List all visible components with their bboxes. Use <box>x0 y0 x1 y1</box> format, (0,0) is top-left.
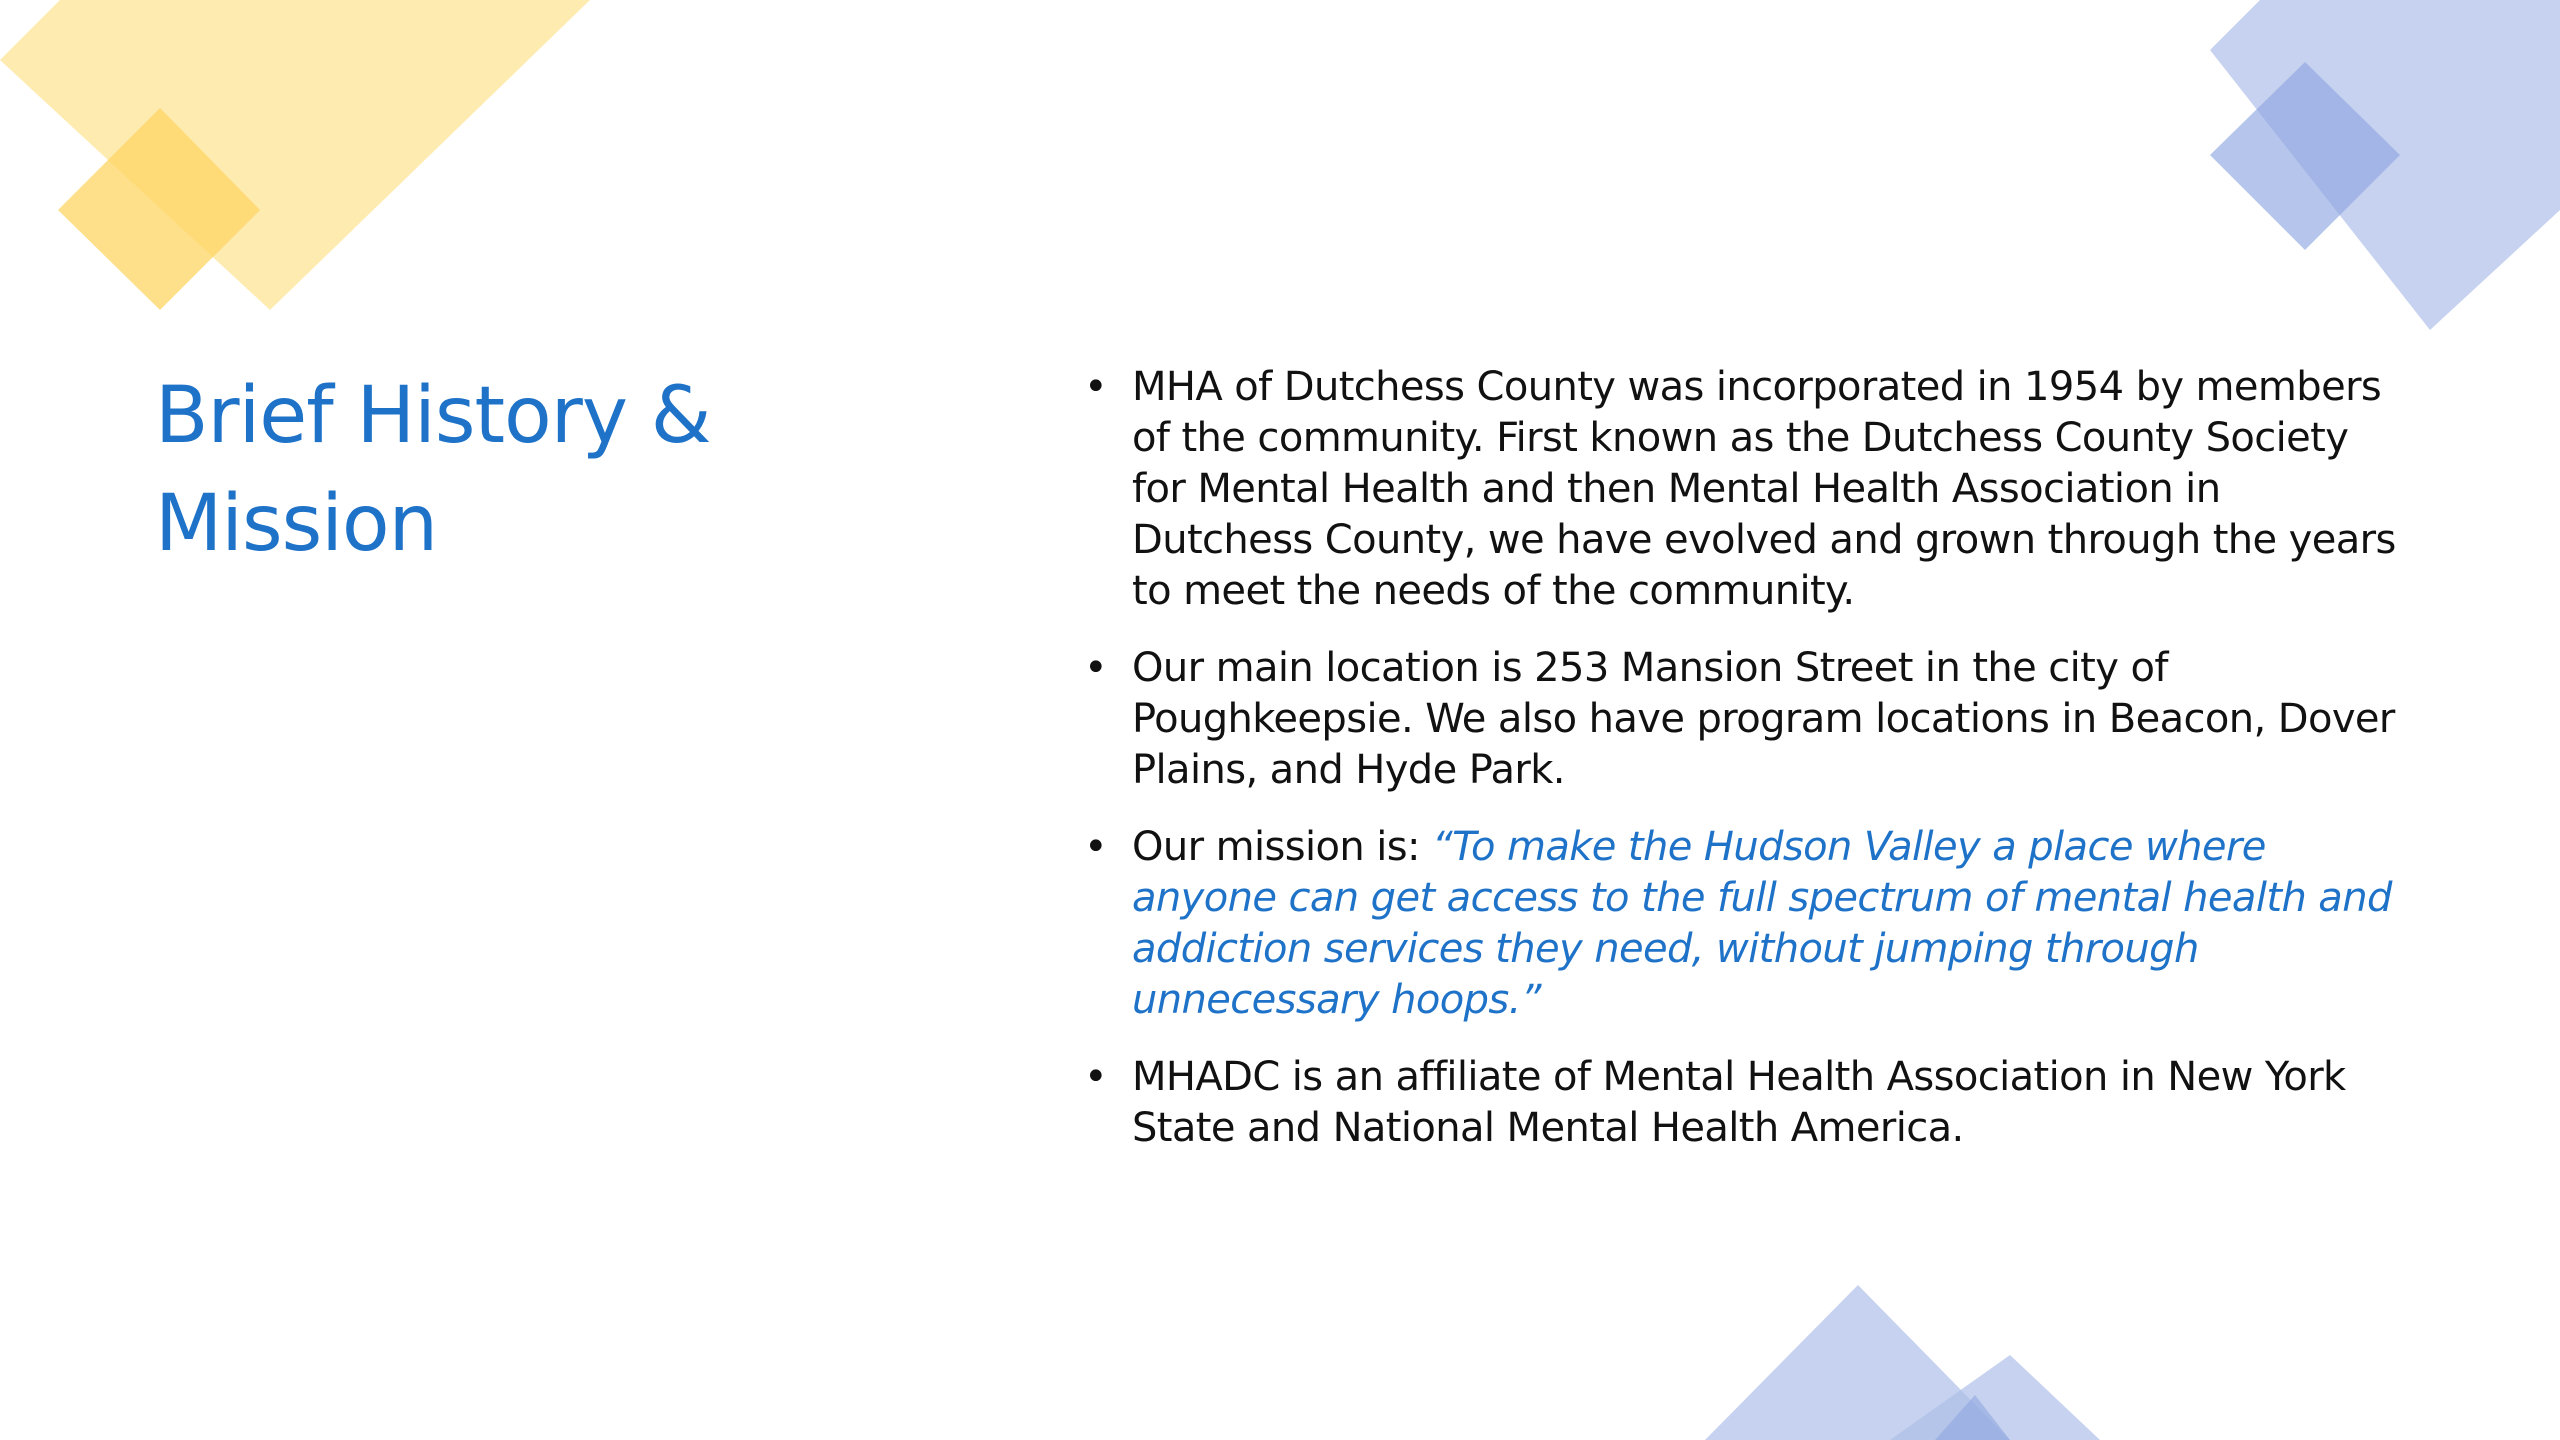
bullet-location-text: Our main location is 253 Mansion Street in the city of Poughkeepsie. We also have program locations in Beacon, Dover Plains, and Hyde Park. <box>1132 645 2395 793</box>
bullet-dot: • <box>1084 645 1107 691</box>
yellow-diamond-large <box>0 0 590 310</box>
slide-title-line-1: Brief History & <box>155 371 711 461</box>
slide-title <box>155 362 955 578</box>
bullet-location <box>1072 643 2412 796</box>
bullet-mission-prefix: Our mission is: <box>1132 824 1432 870</box>
mission-quote: “To make the Hudson Valley a place where anyone can get access to the full spectrum of mental health and addiction services they need, without jumping through unnecessary hoops.” <box>1132 824 2392 1023</box>
bullet-dot: • <box>1084 824 1107 870</box>
bullet-dot: • <box>1084 1054 1107 1100</box>
bullet-affiliate <box>1072 1052 2412 1154</box>
bullet-history-text: MHA of Dutchess County was incorporated in 1954 by members of the community. First known as the Dutchess County Society for Mental Health and then Mental Health Association in Dutchess County, we have evolved and grown through the years to meet the needs of the community. <box>1132 364 2396 614</box>
bullet-mission <box>1072 822 2412 1026</box>
bullet-affiliate-text: MHADC is an affiliate of Mental Health Association in New York State and National Mental Health America. <box>1132 1054 2346 1151</box>
bullet-history <box>1072 362 2412 617</box>
bullet-list <box>1072 362 2412 1180</box>
slide-title-line-2: Mission <box>155 479 438 569</box>
bullet-dot: • <box>1084 364 1107 410</box>
